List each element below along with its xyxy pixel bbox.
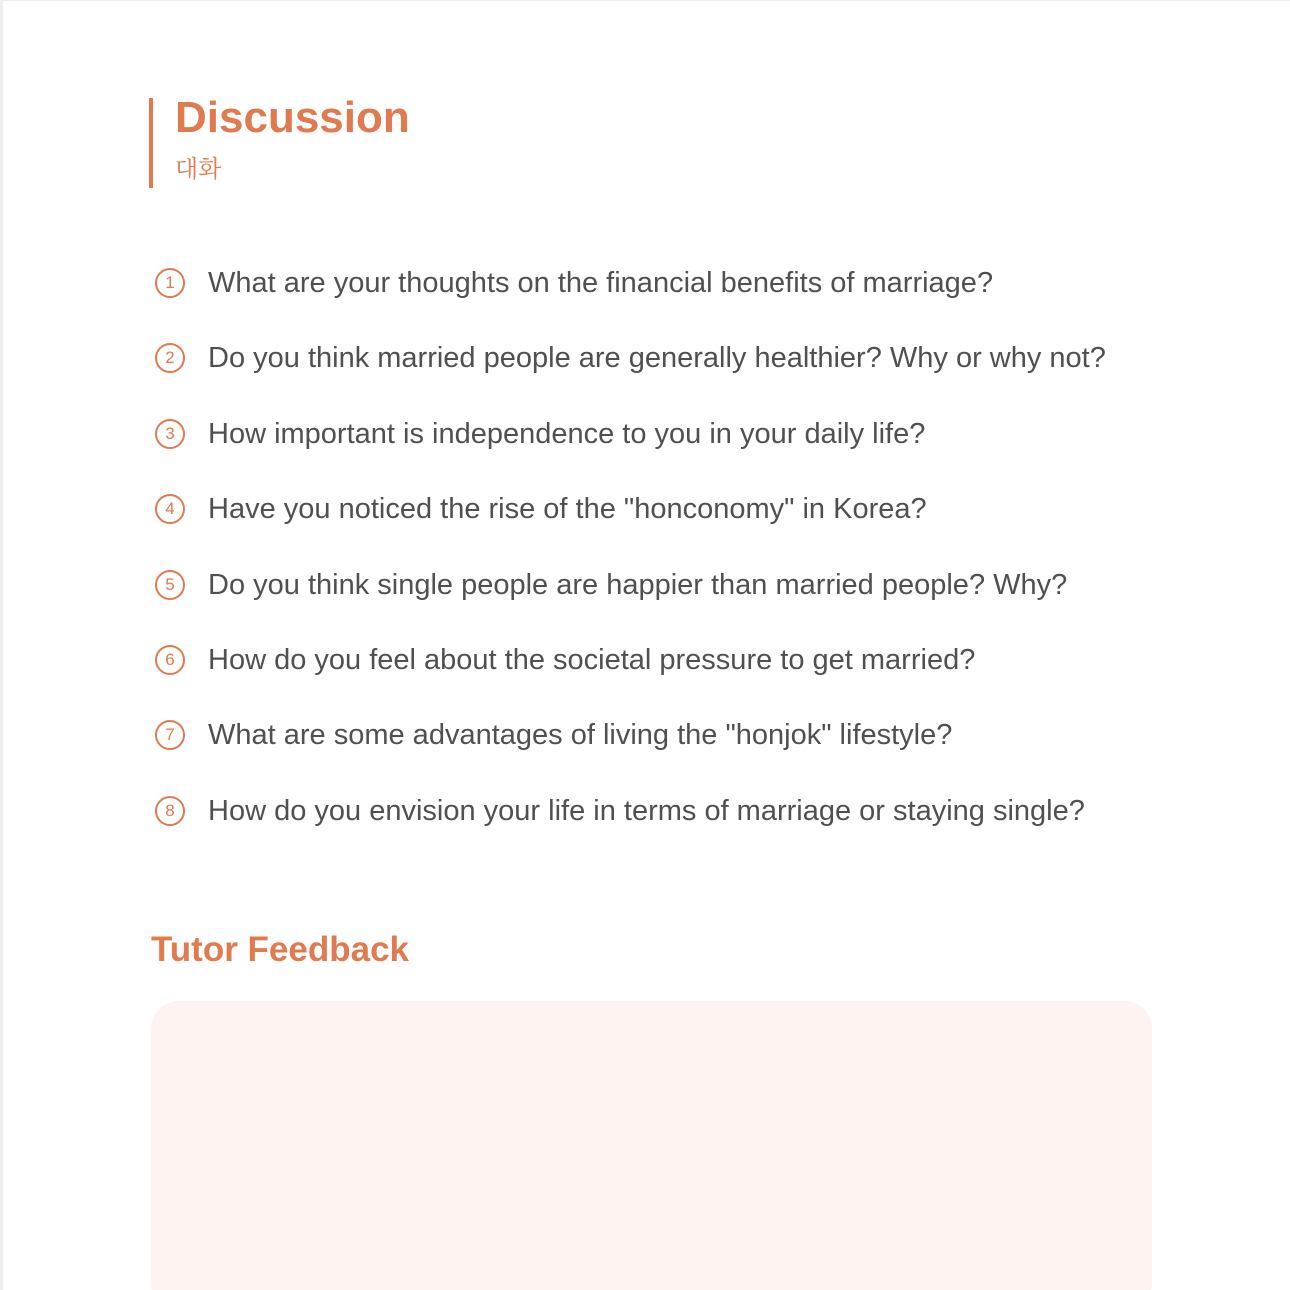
question-item [155, 340, 1195, 415]
question-text: Do you think single people are happier than married people? Why? [208, 568, 1068, 601]
section-title: Discussion [175, 93, 410, 142]
question-number-badge: 3 [155, 419, 185, 449]
question-item [155, 491, 1195, 566]
question-number-badge: 5 [155, 570, 185, 600]
discussion-header [149, 93, 410, 188]
question-item [155, 567, 1195, 642]
tutor-feedback-title: Tutor Feedback [151, 930, 410, 969]
question-text: How do you envision your life in terms of marriage or staying single? [208, 794, 1085, 827]
question-number-badge: 2 [155, 343, 185, 373]
question-item [155, 416, 1195, 491]
question-item [155, 793, 1195, 868]
question-text: How important is independence to you in your daily life? [208, 417, 926, 450]
question-number-badge: 1 [155, 268, 185, 298]
question-item [155, 717, 1195, 792]
section-subtitle: 대화 [175, 155, 222, 183]
question-number-badge: 6 [155, 645, 185, 675]
question-number-badge: 7 [155, 720, 185, 750]
tutor-feedback-box[interactable] [151, 1001, 1152, 1290]
question-list [155, 265, 1195, 868]
question-item [155, 642, 1195, 717]
question-text: Do you think married people are generally healthier? Why or why not? [208, 342, 1106, 375]
question-item [155, 265, 1195, 340]
question-number-badge: 4 [155, 494, 185, 524]
question-text: How do you feel about the societal pressure to get married? [208, 643, 976, 676]
question-text: Have you noticed the rise of the "honconomy" in Korea? [208, 493, 927, 526]
question-number-badge: 8 [155, 796, 185, 826]
question-text: What are your thoughts on the financial benefits of marriage? [208, 267, 994, 299]
question-text: What are some advantages of living the "honjok" lifestyle? [208, 719, 953, 752]
